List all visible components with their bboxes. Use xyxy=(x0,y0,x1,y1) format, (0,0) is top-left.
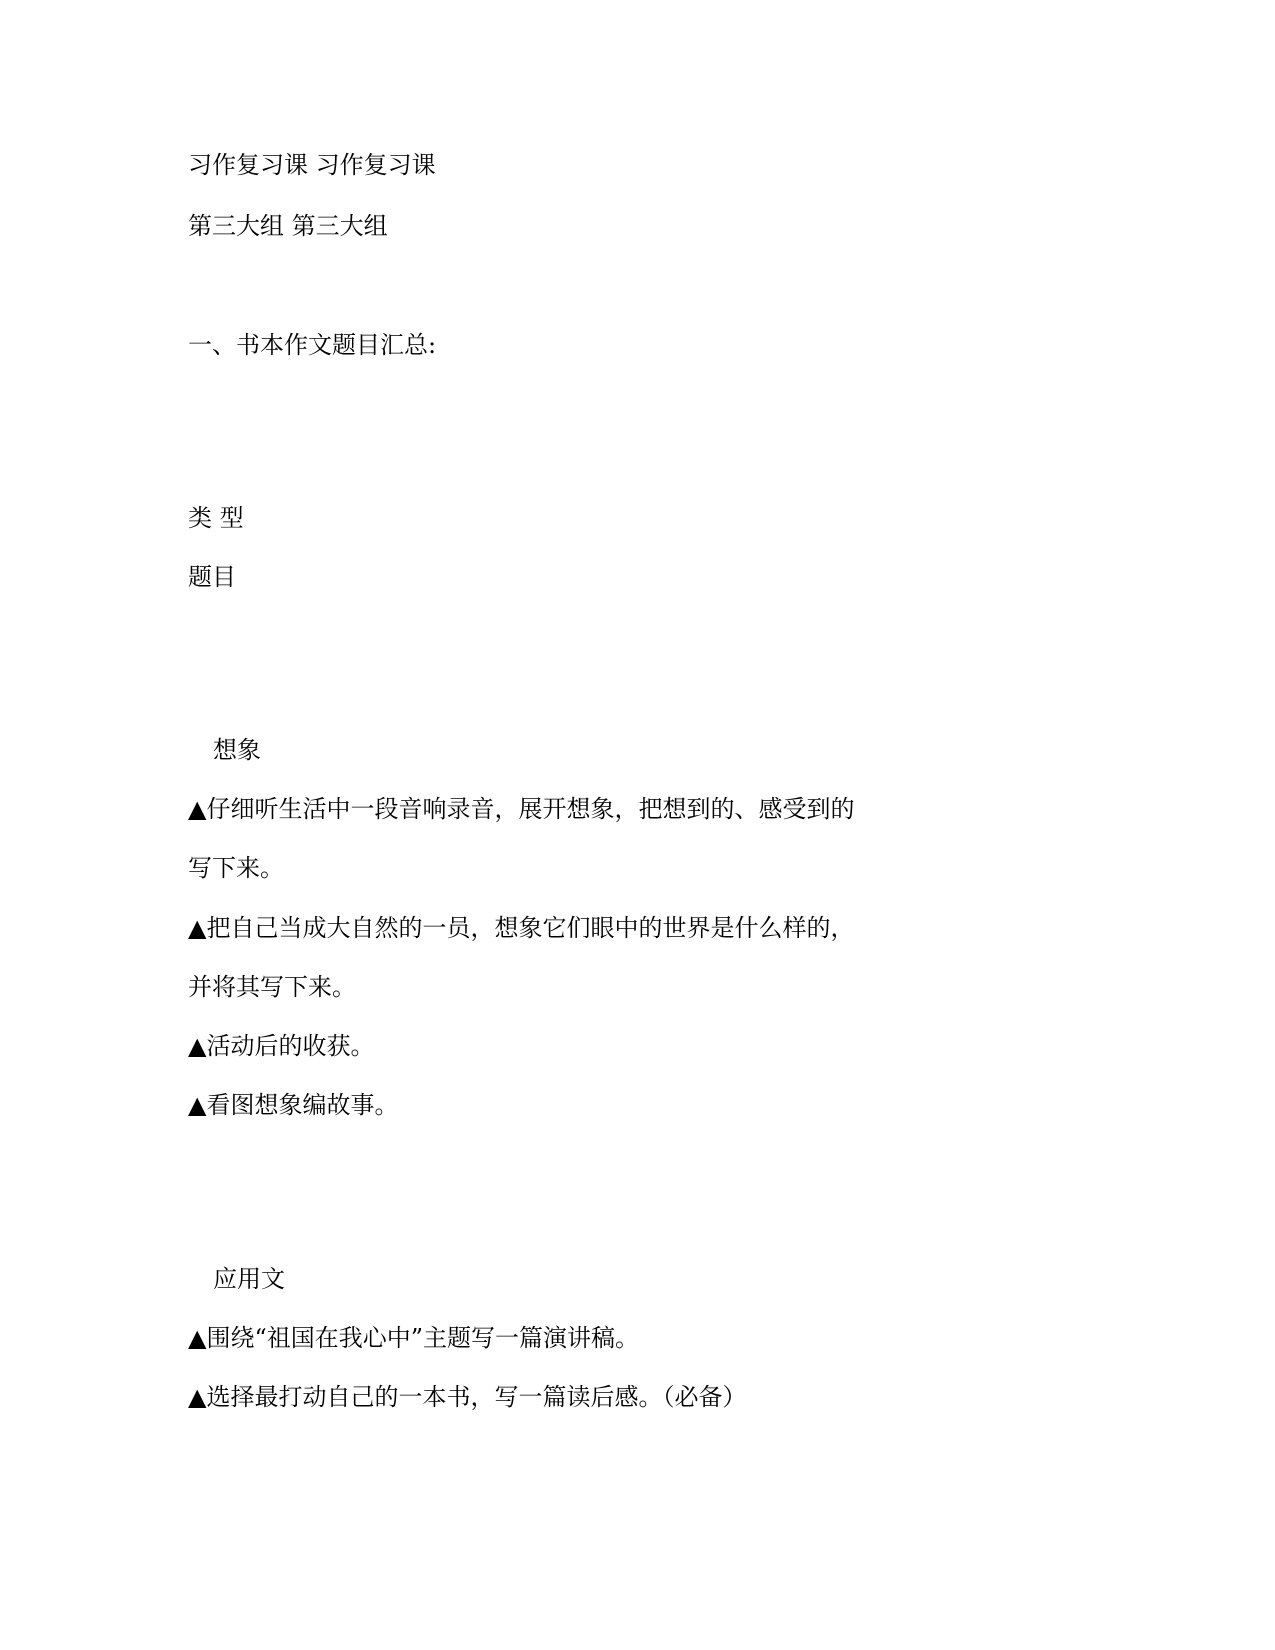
topic-line: ▲围绕“祖国在我心中”主题写一篇演讲稿。 xyxy=(188,1324,639,1352)
topic-line: ▲看图想象编故事。 xyxy=(188,1091,399,1119)
topic-line: ▲把自己当成大自然的一员，想象它们眼中的世界是什么样的， xyxy=(188,914,855,942)
topic-line: 写下来。 xyxy=(188,854,284,882)
topic-line: ▲仔细听生活中一段音响录音，展开想象，把想到的、感受到的 xyxy=(188,795,855,823)
topic-line: ▲选择最打动自己的一本书，写一篇读后感。（必备） xyxy=(188,1383,747,1411)
section-heading: 一、书本作文题目汇总: xyxy=(188,331,437,359)
topic-line: 并将其写下来。 xyxy=(188,973,356,1001)
topic-line: ▲活动后的收获。 xyxy=(188,1032,375,1060)
document-title: 习作复习课 习作复习课 xyxy=(188,151,436,179)
topic-column-header: 题目 xyxy=(188,563,236,591)
category-practical-writing: 应用文 xyxy=(213,1265,285,1293)
category-imagination: 想象 xyxy=(213,736,261,764)
group-label: 第三大组 第三大组 xyxy=(188,212,388,240)
type-column-header: 类 型 xyxy=(188,504,244,532)
